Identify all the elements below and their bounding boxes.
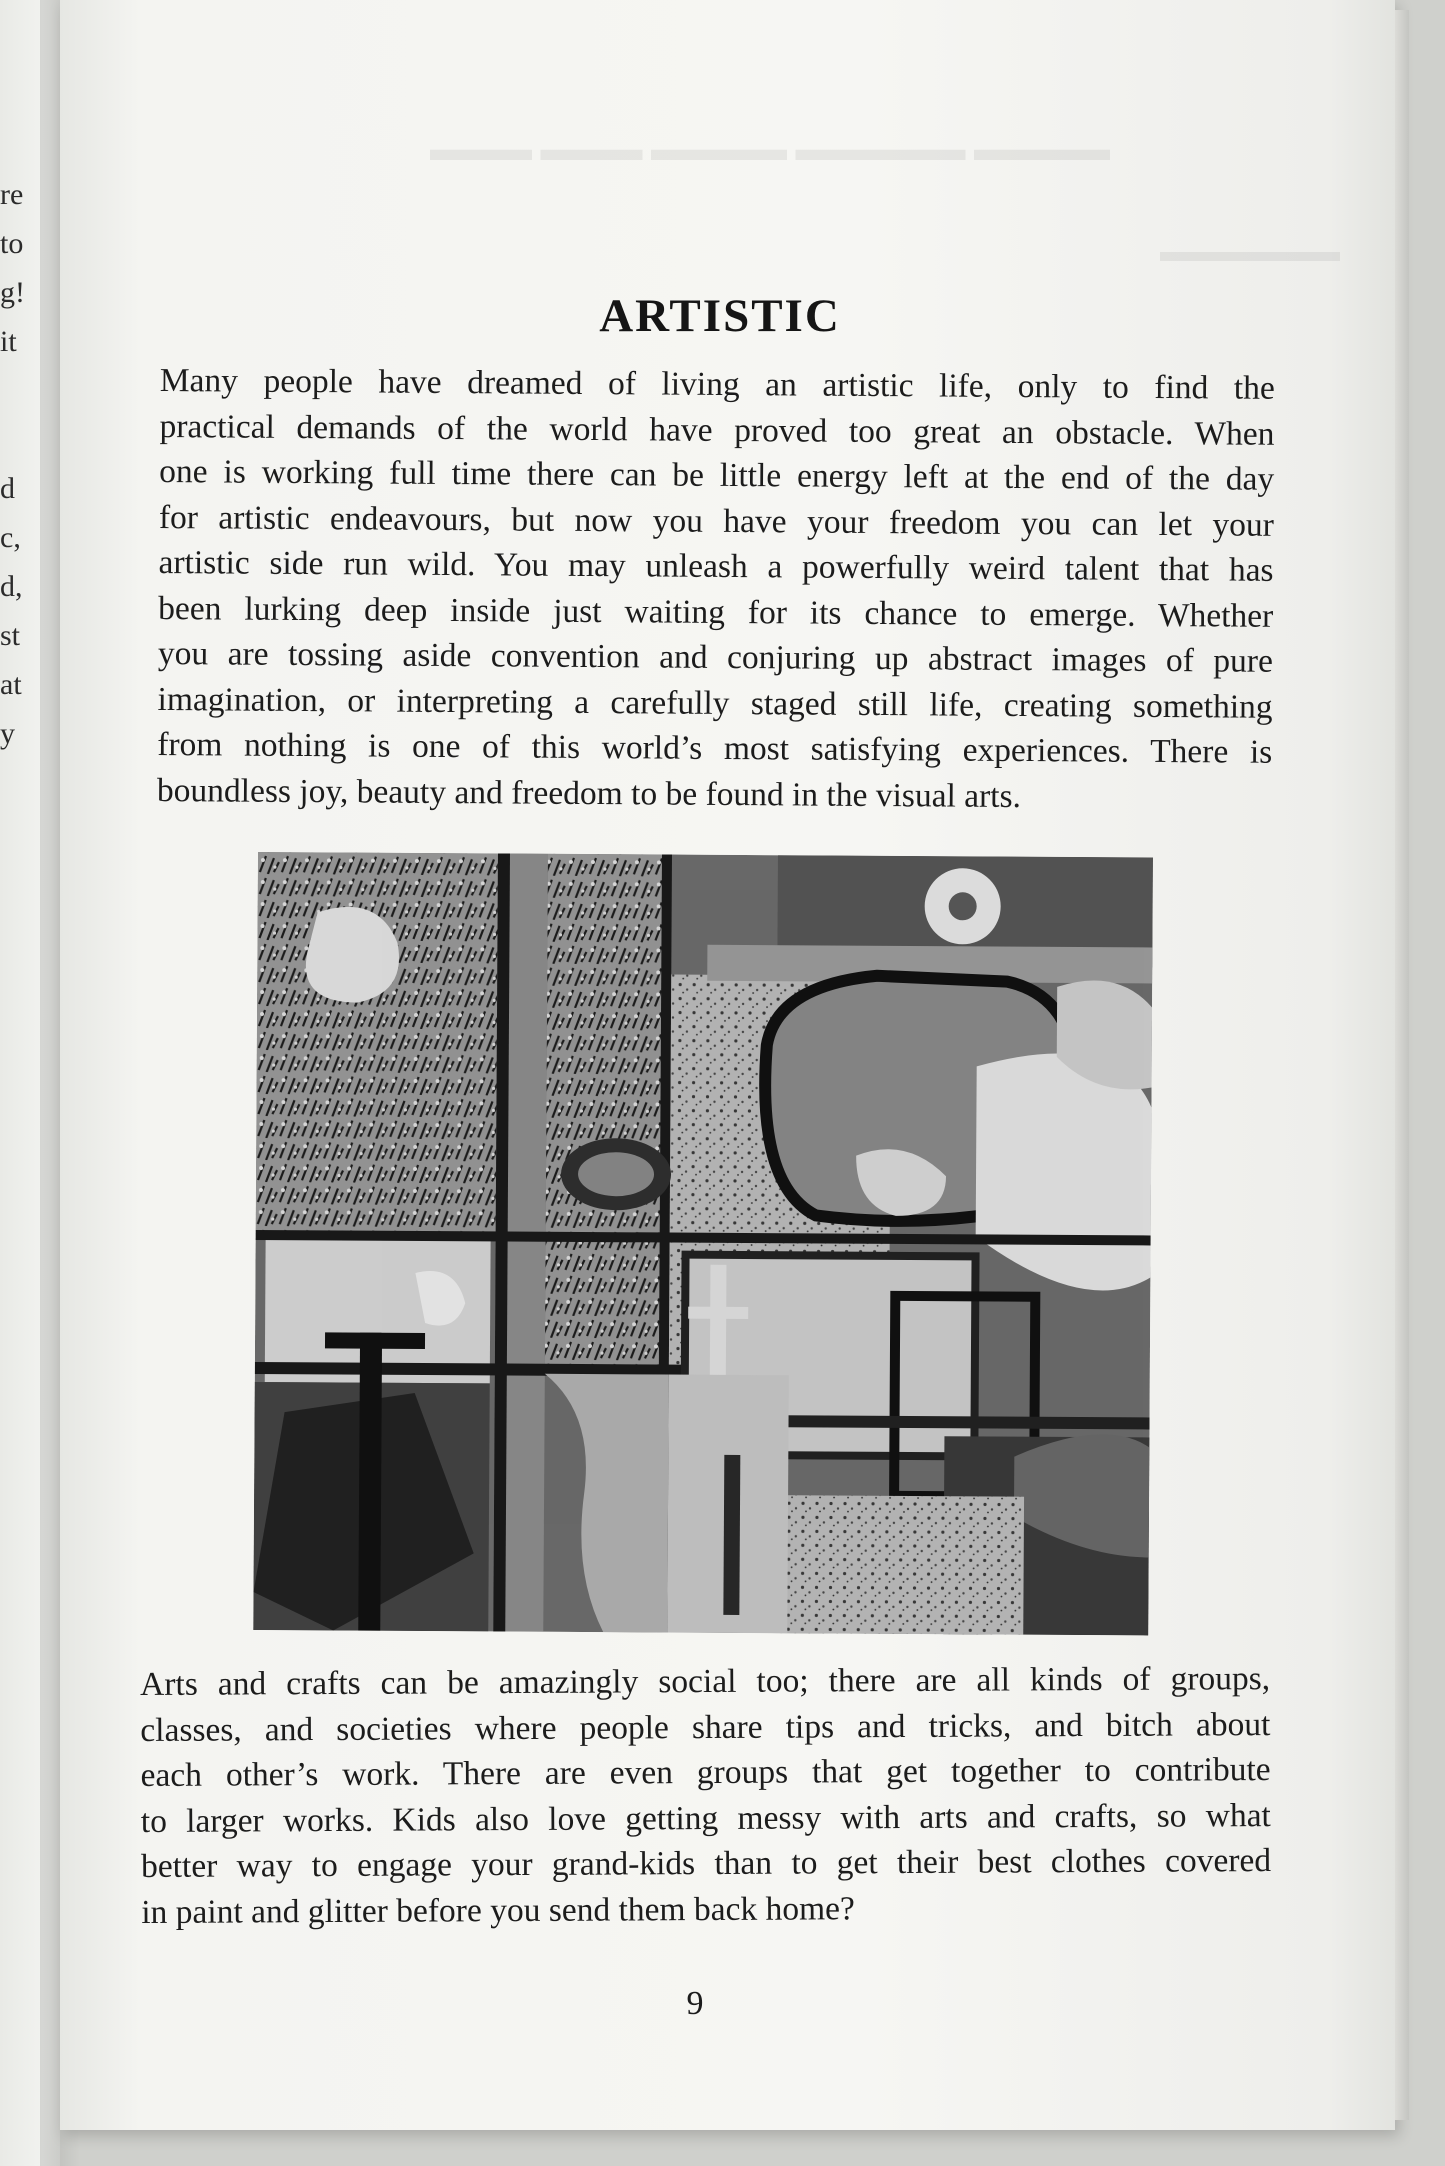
prev-edge-fragment: y (0, 717, 15, 750)
text-line: artistic side run wild. You may unleash a powerfully weird talent that has (158, 543, 1274, 589)
text-line: in paint and glitter before you send them back home? (141, 1889, 855, 1931)
text-line: each other’s work. There are even groups that get together to contribute (140, 1751, 1271, 1794)
text-line: imagination, or interpreting a carefully staged still life, creating something (157, 680, 1273, 726)
previous-page-text-edge (0, 170, 40, 758)
show-through-text: ▬▬▬▬▬▬ (1160, 235, 1340, 268)
text-line: been lurking deep inside just waiting for its chance to emerge. Whether (158, 589, 1274, 635)
paragraph-social (140, 1656, 1271, 1935)
prev-edge-fragment: d, (0, 570, 23, 603)
text-line: to larger works. Kids also love getting messy with arts and crafts, so what (140, 1796, 1271, 1840)
text-line: boundless joy, beauty and freedom to be found in the visual arts. (156, 771, 1022, 815)
page-number: 9 (686, 1985, 704, 2022)
text-line: you are tossing aside convention and conjuring up abstract images of pure (157, 634, 1274, 680)
prev-edge-fragment: re (0, 178, 24, 211)
text-line: Arts and crafts can be amazingly social too; there are all kinds of groups, (140, 1660, 1271, 1703)
text-line: better way to engage your grand-kids than to get their best clothes covered (140, 1842, 1272, 1885)
prev-edge-fragment: st (0, 619, 21, 652)
text-line: classes, and societies where people share tips and tricks, and bitch about (140, 1705, 1271, 1749)
prev-edge-fragment: d (0, 472, 15, 505)
chapter-title: ARTISTIC (599, 290, 841, 343)
abstract-art-illustration (253, 852, 1153, 1635)
show-through-text: ▬▬▬ ▬▬▬ ▬▬▬▬ ▬▬▬▬▬ ▬▬▬▬ (430, 131, 1110, 168)
page-stack-edge (1395, 10, 1409, 2120)
prev-edge-fragment: to (0, 227, 24, 260)
text-line: one is working full time there can be little energy left at the end of the day (159, 452, 1275, 498)
prev-edge-fragment: c, (0, 521, 21, 554)
prev-edge-fragment: it (0, 325, 17, 358)
prev-edge-fragment: g! (0, 276, 25, 309)
prev-edge-fragment: at (0, 668, 22, 701)
text-line: from nothing is one of this world’s most satisfying experiences. There is (157, 725, 1273, 771)
text-line: Many people have dreamed of living an artistic life, only to find the (159, 361, 1275, 407)
text-line: for artistic endeavours, but now you have your freedom you can let your (158, 498, 1274, 544)
abstract-art-image (253, 852, 1153, 1635)
paragraph-intro (157, 358, 1275, 821)
text-line: practical demands of the world have proved too great an obstacle. When (159, 407, 1275, 453)
